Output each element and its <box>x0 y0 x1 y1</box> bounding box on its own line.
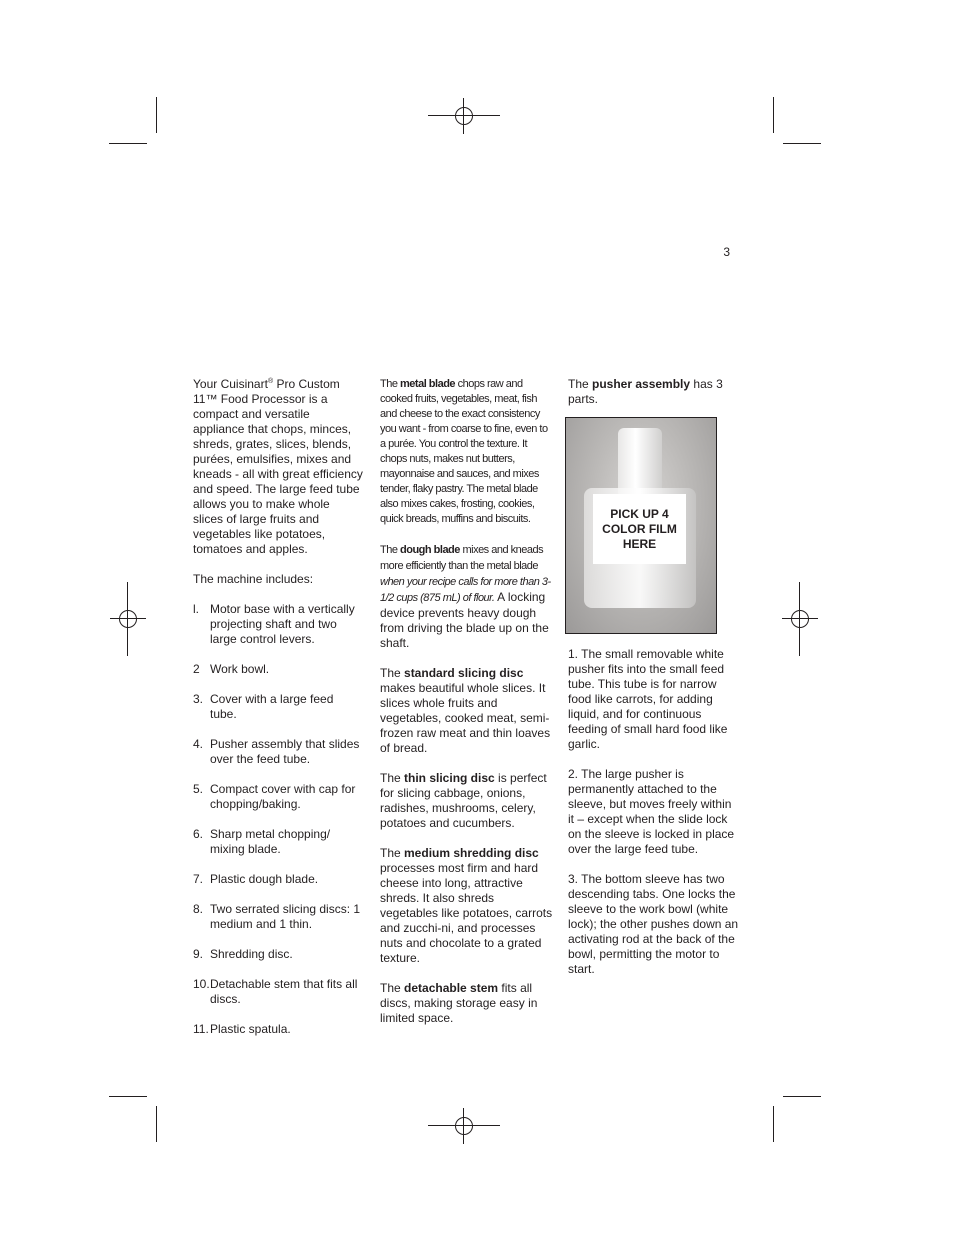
list-item: 7. Plastic dough blade. <box>193 872 319 886</box>
medium-shredding-paragraph: The medium shredding disc processes most firm and hard cheese into long, attractive shreds. It also shreds vegetables like potatoes, carrots and zucchi-ni, and processes nuts and chocolate to a grated texture. <box>380 846 553 965</box>
crop-mark <box>783 143 821 144</box>
film-placeholder-label: PICK UP 4 COLOR FILM HERE <box>593 494 686 564</box>
crop-mark <box>783 1096 821 1097</box>
list-item: 11. Plastic spatula. <box>193 1022 291 1036</box>
registration-line <box>127 582 128 656</box>
pusher-part: 3. The bottom sleeve has two descending tabs. One locks the sleeve to the work bowl (white lock); the other pushes down an activating rod at the back of the bowl, permitting the motor to start. <box>568 872 739 976</box>
registration-line <box>428 1125 500 1126</box>
list-item: 3. Cover with a large feed tube. <box>193 692 334 721</box>
list-item: 6. Sharp metal chopping/ mixing blade. <box>193 827 331 856</box>
registration-mark <box>446 1108 482 1144</box>
standard-slicing-paragraph: The standard slicing disc makes beautiful whole slices. It slices whole fruits and vegetables, cooked meat, semi-frozen raw meat and thin loaves of bread. <box>380 666 551 755</box>
pusher-part: 1. The small removable white pusher fits into the small feed tube. This tube is for narrow food like carrots, for adding liquid, and for continuous feeding of small hard food like garlic. <box>568 647 728 751</box>
dough-blade-paragraph: The dough blade mixes and kneads more efficiently than the metal blade when your recipe calls for more than 3-1/2 cups (875 mL) of flour. A locking device prevents heavy dough from driving the blade up on the shaft. <box>380 544 551 650</box>
list-item: 4. Pusher assembly that slides over the feed tube. <box>193 737 360 766</box>
registration-mark <box>446 98 482 134</box>
intro-column <box>193 377 363 1052</box>
crop-mark <box>109 143 147 144</box>
list-item: 2 Work bowl. <box>193 662 270 676</box>
metal-blade-paragraph: The metal blade chops raw and cooked fruits, vegetables, meat, fish and cheese to the exact consistency you want - from coarse to fine, even to a purée. You control the texture. It chops nuts, makes nut butters, mayonnaise and sauces, and mixes tender, flaky pastry. The metal blade also mixes cakes, frosting, cookies, quick breads, muffins and biscuits. <box>380 378 548 525</box>
crop-mark <box>773 97 774 133</box>
pusher-part: 2. The large pusher is permanently attached to the sleeve, but moves freely within it – except when the slide lock on the sleeve is locked in place over the large feed tube. <box>568 767 735 856</box>
blades-column <box>380 377 555 1041</box>
pusher-intro: The pusher assembly has 3 parts. <box>568 377 723 406</box>
list-item: 9. Shredding disc. <box>193 947 293 961</box>
thin-slicing-paragraph: The thin slicing disc is perfect for slicing cabbage, onions, radishes, mushrooms, celery, potatoes and cucumbers. <box>380 771 547 830</box>
crop-mark <box>156 1106 157 1142</box>
crop-mark <box>109 1096 147 1097</box>
registration-line <box>428 115 500 116</box>
list-item: 5. Compact cover with cap for chopping/baking. <box>193 782 356 811</box>
registration-mark <box>782 601 818 637</box>
crop-mark <box>773 1106 774 1142</box>
crop-mark <box>156 97 157 133</box>
page-number: 3 <box>723 245 730 259</box>
intro-paragraph: Your Cuisinart® Pro Custom 11™ Food Processor is a compact and versatile appliance that chops, minces, shreds, grates, slices, blends, purées, emulsifies, mixes and kneads - all with great efficiency and speed. The large feed tube allows you to make whole slices of large fruits and vegetables like potatoes, tomatoes and apples. <box>193 377 363 556</box>
detachable-stem-paragraph: The detachable stem fits all discs, making storage easy in limited space. <box>380 981 538 1025</box>
parts-list <box>193 602 363 1037</box>
pusher-assembly-photo <box>565 417 717 634</box>
list-item: 8. Two serrated slicing discs: 1 medium and 1 thin. <box>193 902 361 931</box>
registration-line <box>799 582 800 656</box>
pusher-parts <box>568 647 740 992</box>
includes-heading: The machine includes: <box>193 572 314 586</box>
list-item: l. Motor base with a vertically projecting shaft and two large control levers. <box>193 602 355 646</box>
registration-mark <box>110 601 146 637</box>
list-item: 10. Detachable stem that fits all discs. <box>193 977 358 1006</box>
